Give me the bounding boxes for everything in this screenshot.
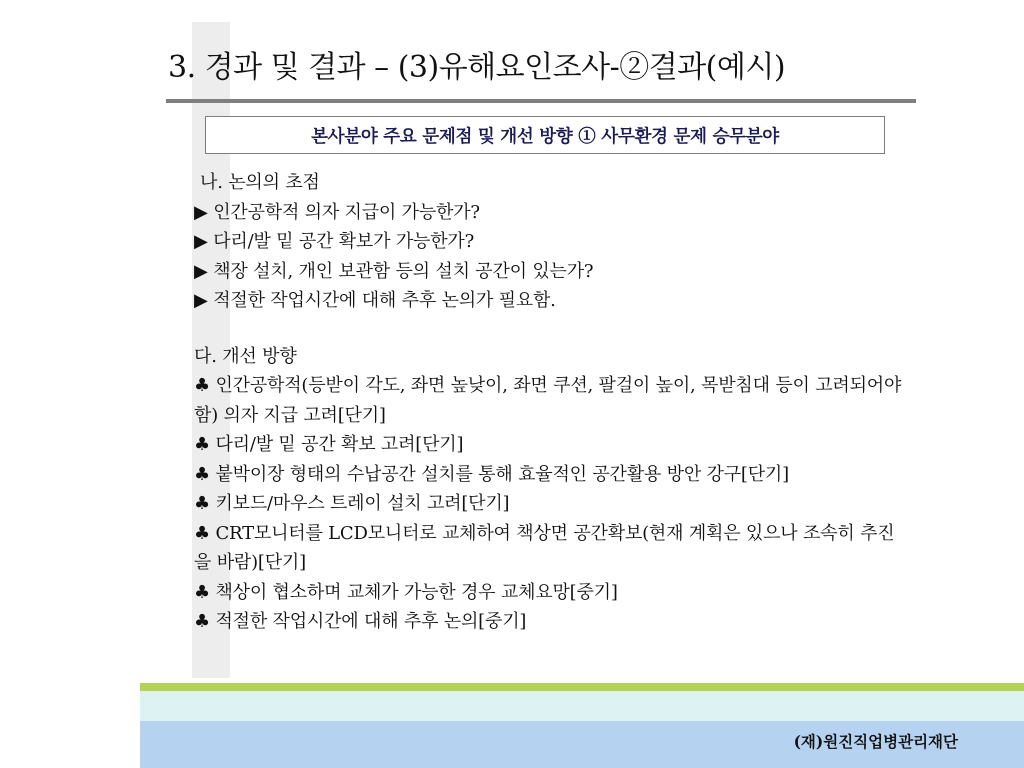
section-na-heading: 나. 논의의 초점 — [200, 172, 320, 193]
triangle-bullet-icon: ▶ — [194, 201, 208, 223]
direction-item — [194, 430, 906, 460]
direction-item — [194, 519, 906, 578]
slide-content — [194, 168, 906, 637]
slide-title: 3. 경과 및 결과 – (3)유해요인조사-②결과(예시) — [168, 50, 786, 85]
club-bullet-icon: ♣ — [194, 434, 210, 455]
section-spacer — [194, 316, 906, 342]
direction-item — [194, 371, 906, 430]
club-bullet-icon: ♣ — [194, 611, 210, 632]
triangle-bullet-icon: ▶ — [194, 231, 208, 252]
focus-item-text: 적절한 작업시간에 대해 추후 논의가 필요함. — [213, 290, 556, 311]
focus-item — [194, 227, 906, 257]
footer-organization: (재)원진직업병관리재단 — [793, 732, 958, 751]
direction-item-text: 다리/발 밑 공간 확보 고려[단기] — [215, 434, 464, 455]
footer-band-green — [140, 683, 1024, 691]
direction-item — [194, 489, 906, 519]
direction-item-text: CRT모니터를 LCD모니터로 교체하여 책상면 공간확보(현재 계획은 있으나 조속히 추진을 바람)[단기] — [194, 522, 895, 573]
direction-item-text: 인간공학적(등받이 각도, 좌면 높낮이, 좌면 쿠션, 팔걸이 높이, 목받침대 등이 고려되어야 함) 의자 지급 고려[단기] — [194, 375, 902, 426]
subtitle-box — [205, 116, 885, 154]
direction-item-text: 책상이 협소하며 교체가 가능한 경우 교체요망[중기] — [215, 581, 618, 603]
direction-item — [194, 578, 906, 608]
club-bullet-icon: ♣ — [194, 375, 210, 396]
focus-item-text: 인간공학적 의자 지급이 가능한가? — [213, 201, 480, 223]
section-da-heading: 다. 개선 방향 — [194, 345, 297, 367]
direction-item-text: 적절한 작업시간에 대해 추후 논의[중기] — [215, 611, 527, 632]
focus-item — [194, 198, 906, 228]
title-underline — [166, 99, 916, 103]
direction-item-text: 키보드/마우스 트레이 설치 고려[단기] — [215, 493, 510, 514]
triangle-bullet-icon: ▶ — [194, 260, 208, 282]
club-bullet-icon: ♣ — [194, 581, 210, 603]
club-bullet-icon: ♣ — [194, 522, 210, 544]
triangle-bullet-icon: ▶ — [194, 290, 208, 311]
focus-item-text: 책장 설치, 개인 보관함 등의 설치 공간이 있는가? — [213, 260, 594, 282]
direction-item-text: 붙박이장 형태의 수납공간 설치를 통해 효율적인 공간활용 방안 강구[단기] — [215, 463, 789, 485]
footer-band-mint — [140, 691, 1024, 721]
club-bullet-icon: ♣ — [194, 463, 210, 485]
focus-item — [194, 286, 906, 316]
focus-item — [194, 257, 906, 287]
club-bullet-icon: ♣ — [194, 493, 210, 514]
subtitle-text: 본사분야 주요 문제점 및 개선 방향 ① 사무환경 문제 승무분야 — [311, 126, 779, 147]
focus-item-text: 다리/발 밑 공간 확보가 가능한가? — [213, 231, 475, 252]
direction-item — [194, 460, 906, 490]
direction-item — [194, 607, 906, 637]
